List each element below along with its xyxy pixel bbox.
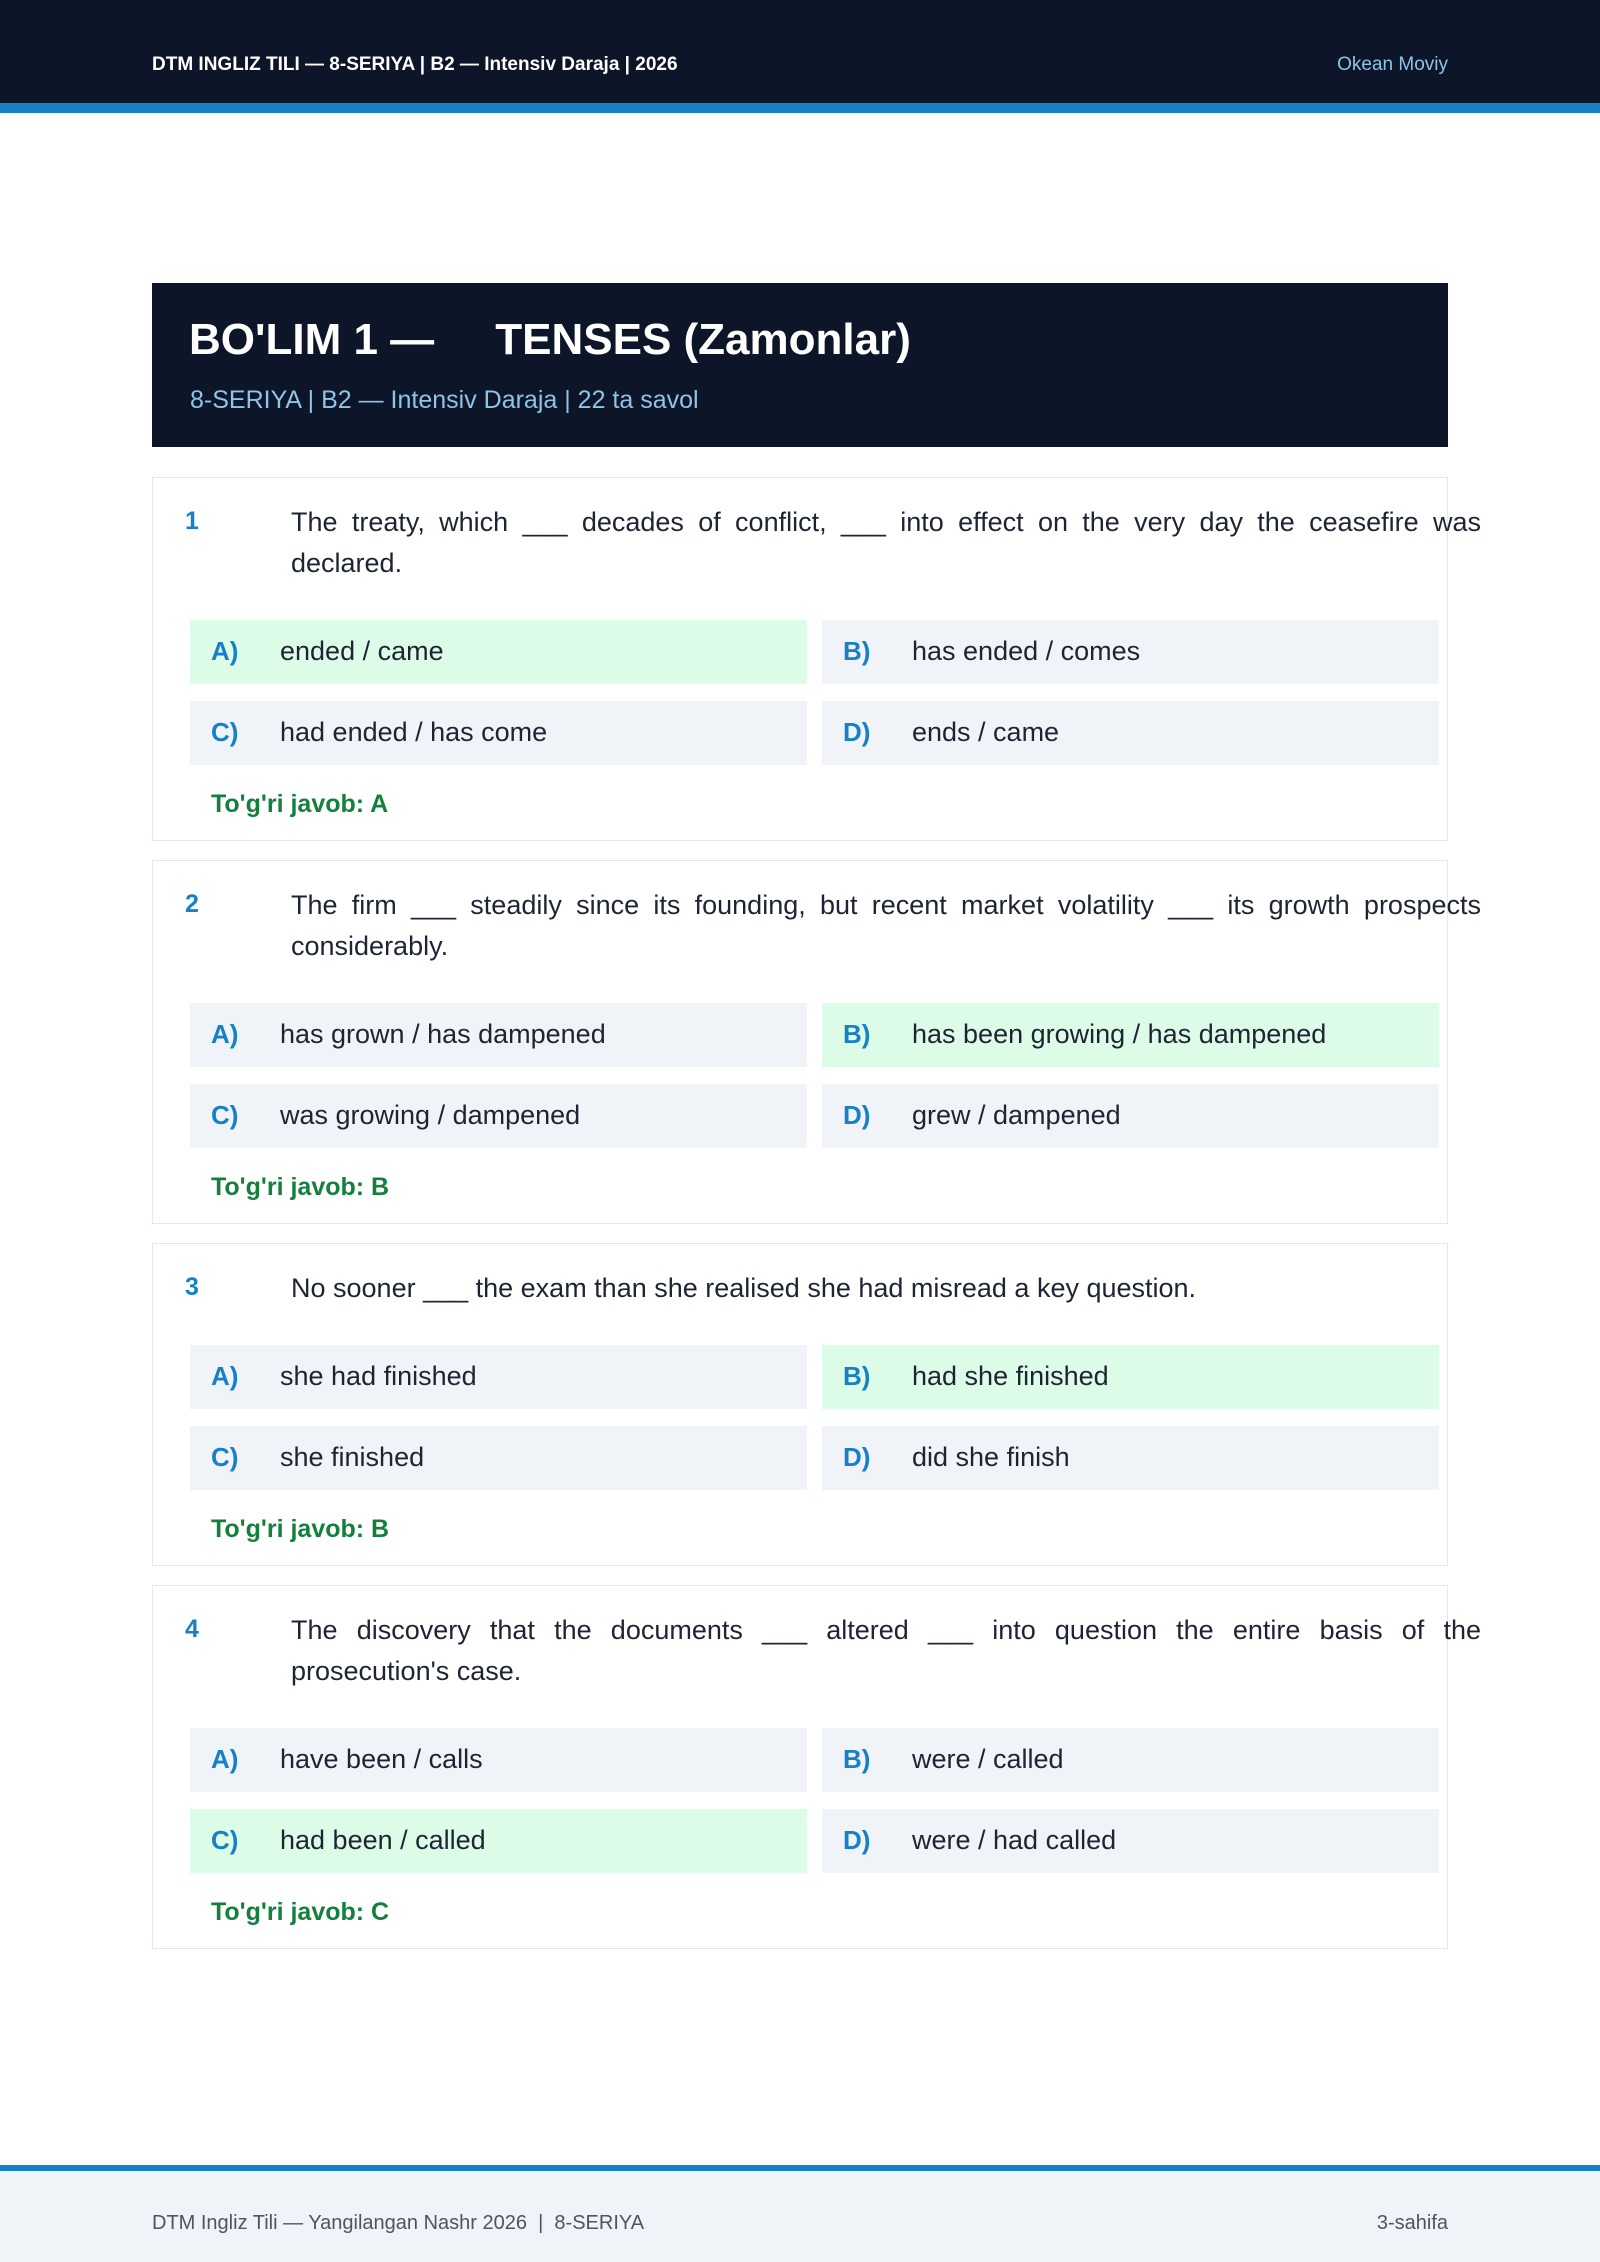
option-text: she finished [280, 1442, 425, 1472]
option-letter: B) [843, 1019, 871, 1049]
option-d[interactable] [822, 701, 1439, 765]
question-text: No sooner ___ the exam than she realised she had misread a key question. [291, 1273, 1197, 1303]
option-letter: D) [843, 1442, 871, 1472]
option-text: were / had called [912, 1825, 1117, 1855]
option-letter: D) [843, 1825, 871, 1855]
header-accent-rule [0, 103, 1600, 113]
correct-answer: To'g'ri javob: A [211, 790, 389, 818]
correct-answer: To'g'ri javob: B [211, 1173, 390, 1201]
option-text: was growing / dampened [280, 1100, 581, 1130]
option-letter: D) [843, 1100, 871, 1130]
section-subtitle: 8-SERIYA | B2 — Intensiv Daraja | 22 ta savol [190, 386, 699, 414]
page-header [0, 0, 1600, 103]
page-footer [0, 2171, 1600, 2262]
option-a[interactable] [190, 1728, 807, 1792]
option-letter: C) [211, 1825, 239, 1855]
option-text: have been / calls [280, 1744, 483, 1774]
option-letter: A) [211, 1019, 239, 1049]
option-letter: A) [211, 1744, 239, 1774]
footer-edition-text: DTM Ingliz Tili — Yangilangan Nashr 2026 | 8-SERIYA [152, 2212, 645, 2234]
option-text: had been / called [280, 1825, 486, 1855]
option-b[interactable] [822, 1003, 1439, 1067]
correct-answer: To'g'ri javob: B [211, 1515, 390, 1543]
option-text: she had finished [280, 1361, 477, 1391]
option-a[interactable] [190, 1345, 807, 1409]
option-text: grew / dampened [912, 1100, 1121, 1130]
option-letter: B) [843, 1744, 871, 1774]
option-text: had ended / has come [280, 717, 548, 747]
question-number: 3 [185, 1273, 199, 1301]
option-b[interactable] [822, 1728, 1439, 1792]
page-number: 3-sahifa [1376, 2212, 1448, 2234]
header-series-title: DTM INGLIZ TILI — 8-SERIYA | B2 — Intensiv Daraja | 2026 [152, 54, 678, 75]
question-text: The firm ___ steadily since its founding, but recent market volatility ___ its growth prospects considerably. [291, 890, 1481, 961]
option-b[interactable] [822, 1345, 1439, 1409]
option-c[interactable] [190, 1084, 807, 1148]
section-title: BO'LIM 1 — TENSES (Zamonlar) [189, 315, 911, 364]
question-text: The treaty, which ___ decades of conflict, ___ into effect on the very day the ceasefire was declared. [291, 507, 1481, 578]
option-c[interactable] [190, 1426, 807, 1490]
option-b[interactable] [822, 620, 1439, 684]
option-text: has been growing / has dampened [912, 1019, 1327, 1049]
option-letter: B) [843, 636, 871, 666]
option-d[interactable] [822, 1084, 1439, 1148]
correct-answer: To'g'ri javob: C [211, 1898, 390, 1926]
option-text: did she finish [912, 1442, 1070, 1472]
question-card-1 [152, 477, 1481, 841]
section-banner [152, 283, 1448, 447]
option-text: ends / came [912, 717, 1060, 747]
option-text: had she finished [912, 1361, 1109, 1391]
option-d[interactable] [822, 1426, 1439, 1490]
question-card-2 [152, 860, 1481, 1224]
option-letter: D) [843, 717, 871, 747]
option-letter: C) [211, 717, 239, 747]
option-letter: B) [843, 1361, 871, 1391]
question-text: The discovery that the documents ___ altered ___ into question the entire basis of the prosecution's case. [291, 1615, 1481, 1686]
option-letter: C) [211, 1442, 239, 1472]
option-letter: A) [211, 636, 239, 666]
option-text: were / called [912, 1744, 1064, 1774]
option-text: has grown / has dampened [280, 1019, 606, 1049]
option-text: has ended / comes [912, 636, 1141, 666]
option-text: ended / came [280, 636, 444, 666]
question-card-3 [152, 1243, 1448, 1566]
option-a[interactable] [190, 620, 807, 684]
option-letter: C) [211, 1100, 239, 1130]
header-theme-name: Okean Moviy [1337, 54, 1448, 75]
option-a[interactable] [190, 1003, 807, 1067]
question-number: 2 [185, 890, 199, 918]
option-c[interactable] [190, 701, 807, 765]
option-letter: A) [211, 1361, 239, 1391]
question-card-4 [152, 1585, 1481, 1949]
question-number: 1 [185, 507, 199, 535]
option-c[interactable] [190, 1809, 807, 1873]
option-d[interactable] [822, 1809, 1439, 1873]
question-number: 4 [185, 1615, 199, 1643]
